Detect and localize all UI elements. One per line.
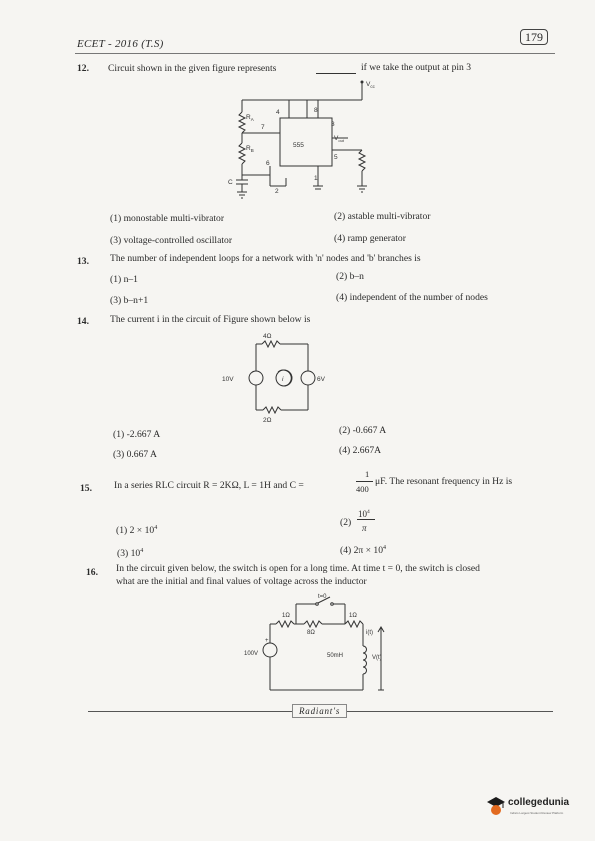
option-2[interactable]: (2) b–n [336,271,364,282]
pin-3: 3 [331,121,335,128]
option-1[interactable]: (1) -2.667 A [113,429,161,440]
fraction-numerator: 1 [365,469,370,479]
pin-7: 7 [261,124,265,131]
question-number: 16. [86,567,98,578]
option-4[interactable]: (4) ramp generator [334,233,406,244]
option-4[interactable]: (4) $2\pi \times 10^4$ [340,545,387,557]
pin-1: 1 [314,175,318,182]
pin-4: 4 [276,109,280,116]
chip-label: 555 [293,142,304,149]
resistor-3-label: 1Ω [349,613,357,619]
option-1[interactable]: (1) monostable multi-vibrator [110,213,225,224]
source-label: 100V [244,651,259,657]
option-3[interactable]: (3) voltage-controlled oscillator [110,235,233,246]
page-number: 179 [520,29,548,45]
option-1[interactable]: (1) n–1 [110,274,138,285]
option-2-denominator: π [362,523,367,533]
rb-label: $R_B$ [246,145,254,153]
option-3[interactable]: (3) b–n+1 [110,295,149,306]
question-number: 12. [77,63,89,74]
graduation-cap-icon [486,795,506,817]
option-3[interactable]: (3) $10^4$ [117,548,144,560]
vout-label: $V_{out}$ [334,135,344,143]
question-text: Circuit shown in the given figure represents [108,63,277,74]
question-number: 13. [77,256,89,267]
question-text-line2: what are the initial and final values of voltage across the inductor [116,576,367,587]
switch-label: t=0 [318,594,327,600]
question-text: The number of independent loops for a network with 'n' nodes and 'b' branches is [110,253,421,264]
exam-header: ECET - 2016 (T.S) [77,38,164,50]
fraction-denominator: 400 [356,484,369,494]
option-2[interactable]: (2) astable multi-vibrator [334,211,431,222]
question-number: 14. [77,316,89,327]
option-2[interactable]: (2) -0.667 A [339,425,387,436]
ra-label: $R_A$ [246,114,254,122]
question-text: In the circuit given below, the switch is open for a long time. At time t = 0, the switch is closed [116,563,480,574]
question-text-continued: if we take the output at pin 3 [361,62,472,73]
voltage-label: V(t) [372,655,382,661]
option-1[interactable]: (1) $2 \times 10^4$ [116,525,158,537]
resistor-bottom-label: 2Ω [263,417,272,424]
option-4[interactable]: (4) 2.667A [339,445,382,456]
pin-6: 6 [266,160,270,167]
footer-tag: Radiant's [292,704,347,718]
option-2-label[interactable]: (2) [340,517,352,528]
source-right-label: 6V [317,376,325,383]
pin-2: 2 [275,188,279,195]
pin-8: 8 [314,107,318,114]
pin-5: 5 [334,154,338,161]
resistor-2-label: 8Ω [307,630,315,636]
option-2-numerator: $10^4$ [358,509,370,519]
inductor-label: 50mH [327,653,344,659]
resistor-1-label: 1Ω [282,613,290,619]
cap-label: C [228,179,233,186]
resistor-top-label: 4Ω [263,333,272,340]
question-number: 15. [80,483,92,494]
option-3[interactable]: (3) 0.667 A [113,449,157,460]
source-left-label: 10V [222,376,234,383]
current-label: i(t) [366,630,373,636]
question-text-continued: μF. The resonant frequency in Hz is [375,476,513,487]
question-text: In a series RLC circuit R = 2KΩ, L = 1H and C = [114,480,304,491]
question-text: The current i in the circuit of Figure shown below is [110,314,311,325]
logo-tagline: India's Largest Student Review Platform [510,811,564,815]
source-plus-label: + [265,638,269,644]
current-label: i [282,376,284,383]
logo-wordmark: collegedunia [508,797,570,808]
vcc-label: $V_{cc}$ [366,81,375,89]
option-4[interactable]: (4) independent of the number of nodes [336,292,488,303]
